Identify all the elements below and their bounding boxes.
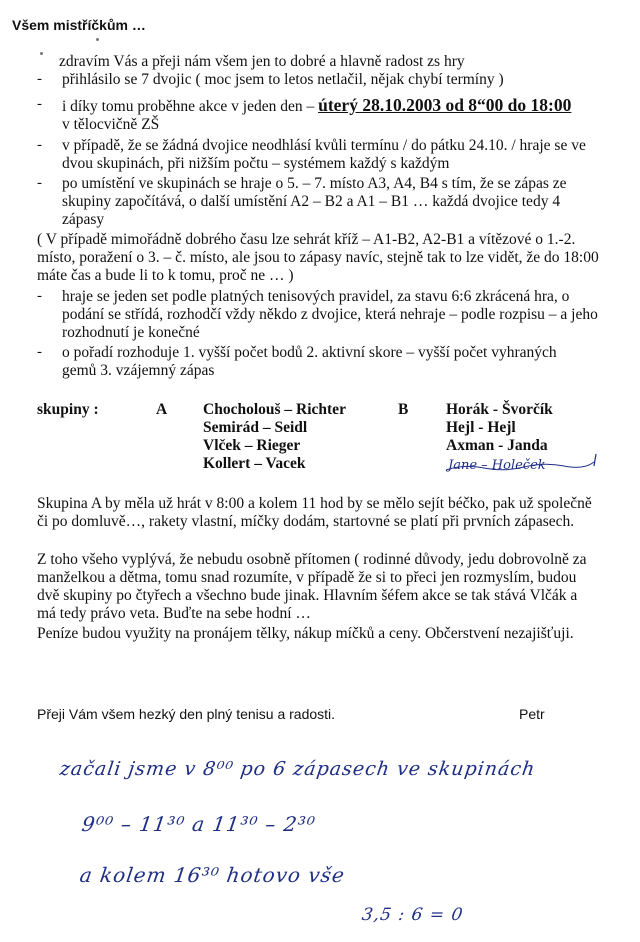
event-date: úterý 28.10.2003 od 8“00 do 18:00 <box>318 95 572 115</box>
handwritten-note-line2: 9⁰⁰ – 11³⁰ a 11³⁰ – 2³⁰ <box>80 812 318 836</box>
greeting: zdravím Vás a přeji nám všem jen to dobré a hlavně radost zs hry <box>59 53 465 70</box>
bullet-dash: - <box>37 137 42 153</box>
signature: Petr <box>519 706 545 722</box>
bullet-dash: - <box>37 288 42 304</box>
bullet-dash: - <box>37 71 42 87</box>
closing-line: Přeji Vám všem hezký den plný tenisu a radosti. <box>37 706 336 722</box>
paragraph-absence-line1: Z toho všeho vyplývá, že nebudu osobně přítomen ( rodinné důvody, jedu dobrovolně za <box>37 551 587 568</box>
item-ranking-line1: o pořadí rozhoduje 1. vyšší počet bodů 2. aktivní skore – vyšší počet vyhraných <box>62 344 557 361</box>
handwritten-note-line1: začali jsme v 8⁰⁰ po 6 zápasech ve skupinách <box>58 758 537 780</box>
item-placement-line3: zápasy <box>62 211 105 228</box>
group-b-pair: Horák - Švorčík <box>446 401 553 418</box>
handwritten-note-line3: a kolem 16³⁰ hotovo vše <box>78 863 347 887</box>
item-one-day <box>62 96 571 116</box>
item-registered: přihlásilo se 7 dvojic ( moc jsem to letos netlačil, nějak chybí termíny ) <box>62 71 504 88</box>
paragraph-absence-line3: dvě skupiny po čtyřech a všechno bude jinak. Hlavním šéfem akce se tak stává Vlčák a <box>37 587 578 604</box>
item-rules-line1: hraje se jeden set podle platných tenisových pravidel, za stavu 6:6 zkrácená hra, o <box>62 288 570 305</box>
group-b-label: B <box>398 401 409 418</box>
paragraph-absence-line2: manželkou a dětma, tomu snad rozumíte, v případě že si to přeci jen rozmyslím, budou <box>37 569 577 586</box>
item-placement-line1: po umístění ve skupinách se hraje o 5. – 7. místo A3, A4, B4 s tím, že se zápas ze <box>62 175 567 192</box>
note-line1: ( V případě mimořádně dobrého času lze sehrát kříž – A1-B2, A2-B1 a vítězové o 1.-2. <box>37 231 576 248</box>
item-rules-line3: rozhodnutí je konečné <box>62 324 200 341</box>
group-a-pair: Semirád – Seidl <box>203 419 308 436</box>
item-placement-line2: skupiny započítává, o další umístění A2 – B2 a A1 – B1 … každá dvojice tedy 4 <box>62 193 561 210</box>
handwriting-stroke-icon <box>444 452 604 478</box>
item-groups-line2: dvou skupinách, při nižším počtu – systémem každý s každým <box>62 155 450 172</box>
paragraph-schedule-line2: či po domluvě…, rakety vlastní, míčky dodám, startovné se platí při prvních zápasech. <box>37 513 575 530</box>
note-line3: máte čas a bude li to k tomu, proč ne … ) <box>37 267 294 284</box>
group-a-label: A <box>156 401 168 418</box>
paragraph-absence-line4: má tedy právo veta. Buďte na sebe hodní … <box>37 605 311 622</box>
item-rules-line2: podání se střídá, rozhodčí vždy někdo z dvojice, která nehraje – podle rozpisu – a jeho <box>62 306 598 323</box>
group-b-handwritten-pair: Jane – Holeček <box>448 458 546 473</box>
item-one-day-text: i díky tomu proběhne akce v jeden den – <box>62 98 315 115</box>
paragraph-schedule-line1: Skupina A by měla už hrát v 8:00 a kolem 11 hod by se mělo sejít béčko, pak už společně <box>37 495 592 512</box>
item-groups-line1: v případě, že se žádná dvojice neodhlásí kvůli termínu / do pátku 24.10. / hraje se ve <box>62 137 586 154</box>
scan-speck <box>96 38 99 41</box>
group-a-pair: Vlček – Rieger <box>203 437 301 454</box>
bullet-dash: - <box>37 175 42 191</box>
scan-speck <box>40 52 43 55</box>
bullet-dash: - <box>37 96 42 112</box>
group-a-pair: Kollert – Vacek <box>203 455 306 472</box>
group-b-pair: Hejl - Hejl <box>446 419 516 436</box>
groups-label: skupiny : <box>37 401 99 418</box>
bullet-dash: - <box>37 344 42 360</box>
item-ranking-line2: gemů 3. vzájemný zápas <box>62 362 215 379</box>
item-venue: v tělocvičně ZŠ <box>62 116 160 133</box>
group-b-pair: Axman - Janda <box>446 437 548 454</box>
document-title: Všem mistříčkům … <box>12 17 146 33</box>
note-line2: místo, poražení o 3. – č. místo, ale jsou to zápasy navíc, stejně tak to lze vidět, že do 18:00 <box>37 249 599 266</box>
group-a-pair: Chocholouš – Richter <box>203 401 346 418</box>
handwritten-note-line4: 3,5 : 6 = 0 <box>360 905 465 925</box>
paragraph-money: Peníze budou využity na pronájem tělky, nákup míčků a ceny. Občerstvení nezajišťuji. <box>37 625 574 642</box>
